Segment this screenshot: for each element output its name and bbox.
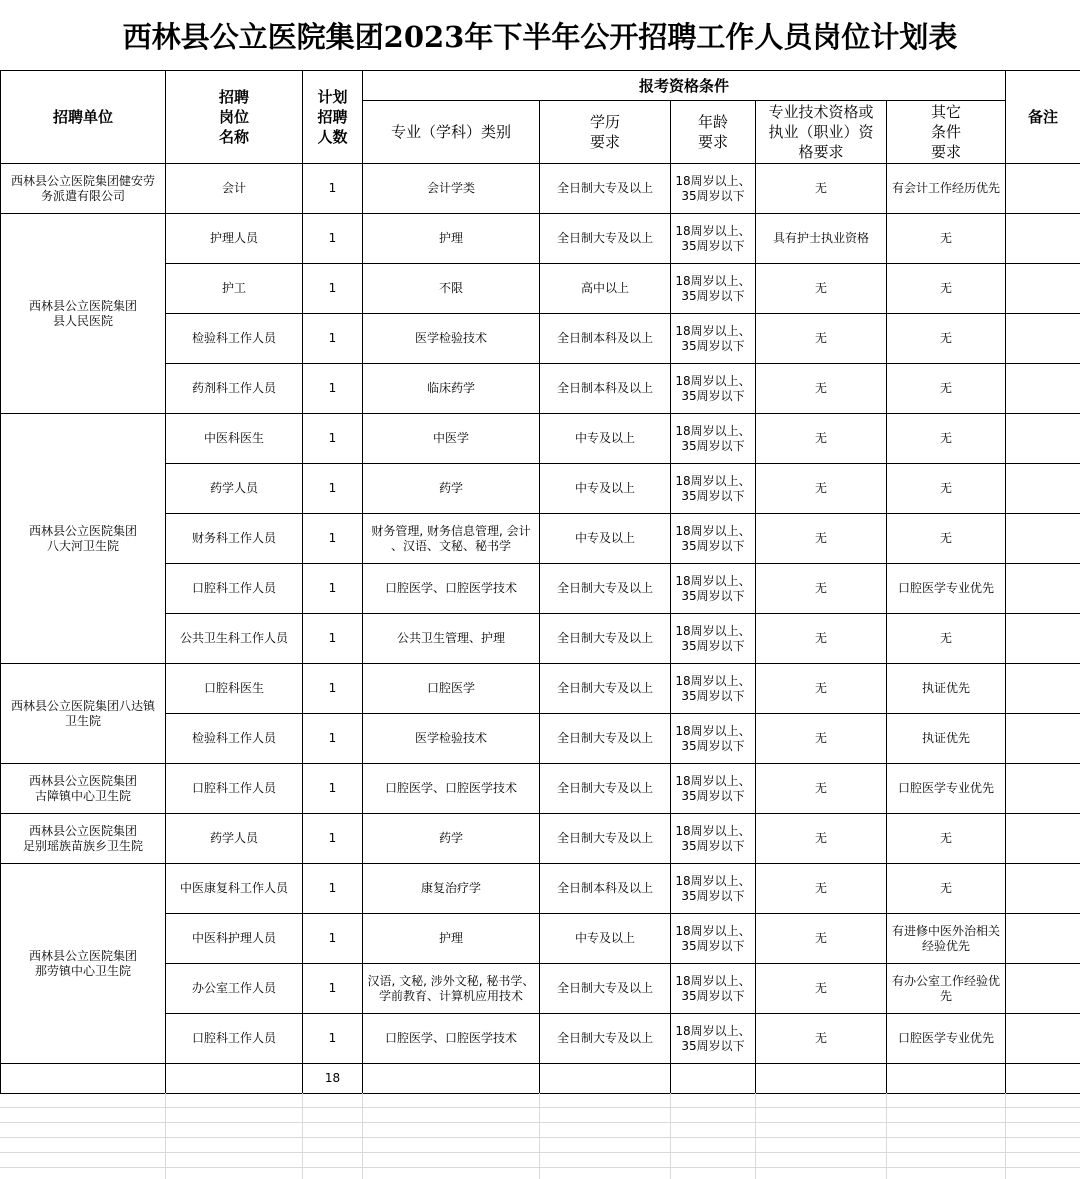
planned-count-cell: 1 xyxy=(303,264,363,314)
planned-count-cell: 1 xyxy=(303,614,363,664)
qualification-cell: 具有护士执业资格 xyxy=(756,214,887,264)
qualification-cell: 无 xyxy=(756,464,887,514)
planned-count-cell: 1 xyxy=(303,464,363,514)
remark-cell xyxy=(1006,414,1080,464)
qualification-cell: 无 xyxy=(756,514,887,564)
education-cell: 中专及以上 xyxy=(540,464,671,514)
remark-cell xyxy=(1006,914,1080,964)
other-conditions-cell: 有办公室工作经验优 先 xyxy=(887,964,1006,1014)
age-cell: 18周岁以上、 35周岁以下 xyxy=(671,964,756,1014)
major-cell: 口腔医学 xyxy=(363,664,540,714)
other-conditions-cell: 无 xyxy=(887,814,1006,864)
header-other: 其它 条件 要求 xyxy=(887,101,1006,164)
age-cell: 18周岁以上、 35周岁以下 xyxy=(671,814,756,864)
empty-cell xyxy=(756,1064,887,1094)
education-cell: 全日制大专及以上 xyxy=(540,664,671,714)
post-name-cell: 检验科工作人员 xyxy=(166,314,303,364)
major-cell: 汉语, 文秘, 涉外文秘, 秘书学、 学前教育、计算机应用技术 xyxy=(363,964,540,1014)
table-row xyxy=(1,164,1080,214)
unit-cell: 西林县公立医院集团健安劳 务派遣有限公司 xyxy=(1,164,166,214)
post-name-cell: 护理人员 xyxy=(166,214,303,264)
remark-cell xyxy=(1006,314,1080,364)
qualification-cell: 无 xyxy=(756,964,887,1014)
education-cell: 高中以上 xyxy=(540,264,671,314)
other-conditions-cell: 执证优先 xyxy=(887,664,1006,714)
qualification-cell: 无 xyxy=(756,414,887,464)
table-row xyxy=(1,764,1080,814)
education-cell: 全日制大专及以上 xyxy=(540,814,671,864)
age-cell: 18周岁以上、 35周岁以下 xyxy=(671,314,756,364)
spreadsheet-grid-columns xyxy=(0,1093,1080,1179)
major-cell: 医学检验技术 xyxy=(363,714,540,764)
header-count: 计划 招聘 人数 xyxy=(303,71,363,164)
header-major: 专业（学科）类别 xyxy=(363,101,540,164)
post-name-cell: 药学人员 xyxy=(166,814,303,864)
qualification-cell: 无 xyxy=(756,614,887,664)
unit-cell: 西林县公立医院集团八达镇 卫生院 xyxy=(1,664,166,764)
empty-cell xyxy=(540,1064,671,1094)
header-unit: 招聘单位 xyxy=(1,71,166,164)
qualification-cell: 无 xyxy=(756,564,887,614)
planned-count-cell: 1 xyxy=(303,314,363,364)
major-cell: 护理 xyxy=(363,214,540,264)
other-conditions-cell: 有进修中医外治相关 经验优先 xyxy=(887,914,1006,964)
recruitment-plan-table xyxy=(0,70,1080,1094)
education-cell: 全日制本科及以上 xyxy=(540,314,671,364)
major-cell: 临床药学 xyxy=(363,364,540,414)
age-cell: 18周岁以上、 35周岁以下 xyxy=(671,864,756,914)
education-cell: 全日制大专及以上 xyxy=(540,614,671,664)
empty-cell xyxy=(887,1064,1006,1094)
major-cell: 会计学类 xyxy=(363,164,540,214)
table-row xyxy=(1,414,1080,464)
qualification-cell: 无 xyxy=(756,664,887,714)
age-cell: 18周岁以上、 35周岁以下 xyxy=(671,914,756,964)
header-conditions: 报考资格条件 xyxy=(363,71,1006,101)
other-conditions-cell: 执证优先 xyxy=(887,714,1006,764)
other-conditions-cell: 口腔医学专业优先 xyxy=(887,1014,1006,1064)
other-conditions-cell: 无 xyxy=(887,264,1006,314)
major-cell: 财务管理, 财务信息管理, 会计 、汉语、文秘、秘书学 xyxy=(363,514,540,564)
post-name-cell: 药剂科工作人员 xyxy=(166,364,303,414)
post-name-cell: 财务科工作人员 xyxy=(166,514,303,564)
age-cell: 18周岁以上、 35周岁以下 xyxy=(671,714,756,764)
major-cell: 医学检验技术 xyxy=(363,314,540,364)
age-cell: 18周岁以上、 35周岁以下 xyxy=(671,664,756,714)
planned-count-cell: 1 xyxy=(303,164,363,214)
education-cell: 全日制大专及以上 xyxy=(540,164,671,214)
empty-cell xyxy=(166,1064,303,1094)
education-cell: 中专及以上 xyxy=(540,914,671,964)
total-row xyxy=(1,1064,1080,1094)
post-name-cell: 中医康复科工作人员 xyxy=(166,864,303,914)
remark-cell xyxy=(1006,714,1080,764)
remark-cell xyxy=(1006,814,1080,864)
major-cell: 康复治疗学 xyxy=(363,864,540,914)
other-conditions-cell: 口腔医学专业优先 xyxy=(887,764,1006,814)
header-remark: 备注 xyxy=(1006,71,1080,164)
other-conditions-cell: 无 xyxy=(887,314,1006,364)
major-cell: 药学 xyxy=(363,464,540,514)
remark-cell xyxy=(1006,564,1080,614)
planned-count-cell: 1 xyxy=(303,714,363,764)
empty-cell xyxy=(1,1064,166,1094)
empty-cell xyxy=(671,1064,756,1094)
remark-cell xyxy=(1006,464,1080,514)
major-cell: 公共卫生管理、护理 xyxy=(363,614,540,664)
empty-cell xyxy=(1006,1064,1080,1094)
major-cell: 口腔医学、口腔医学技术 xyxy=(363,564,540,614)
empty-cell xyxy=(363,1064,540,1094)
header-post: 招聘 岗位 名称 xyxy=(166,71,303,164)
unit-cell: 西林县公立医院集团 足别瑶族苗族乡卫生院 xyxy=(1,814,166,864)
education-cell: 全日制本科及以上 xyxy=(540,864,671,914)
planned-count-cell: 1 xyxy=(303,414,363,464)
age-cell: 18周岁以上、 35周岁以下 xyxy=(671,214,756,264)
post-name-cell: 口腔科工作人员 xyxy=(166,1014,303,1064)
unit-cell: 西林县公立医院集团 县人民医院 xyxy=(1,214,166,414)
age-cell: 18周岁以上、 35周岁以下 xyxy=(671,514,756,564)
age-cell: 18周岁以上、 35周岁以下 xyxy=(671,264,756,314)
other-conditions-cell: 无 xyxy=(887,214,1006,264)
other-conditions-cell: 无 xyxy=(887,414,1006,464)
age-cell: 18周岁以上、 35周岁以下 xyxy=(671,464,756,514)
remark-cell xyxy=(1006,514,1080,564)
remark-cell xyxy=(1006,1014,1080,1064)
qualification-cell: 无 xyxy=(756,164,887,214)
other-conditions-cell: 无 xyxy=(887,614,1006,664)
planned-count-cell: 1 xyxy=(303,364,363,414)
qualification-cell: 无 xyxy=(756,814,887,864)
planned-count-cell: 1 xyxy=(303,914,363,964)
planned-count-cell: 1 xyxy=(303,564,363,614)
remark-cell xyxy=(1006,864,1080,914)
unit-cell: 西林县公立医院集团 八大河卫生院 xyxy=(1,414,166,664)
education-cell: 全日制大专及以上 xyxy=(540,714,671,764)
header-age: 年龄 要求 xyxy=(671,101,756,164)
unit-cell: 西林县公立医院集团 古障镇中心卫生院 xyxy=(1,764,166,814)
education-cell: 全日制大专及以上 xyxy=(540,214,671,264)
education-cell: 全日制大专及以上 xyxy=(540,764,671,814)
remark-cell xyxy=(1006,364,1080,414)
post-name-cell: 口腔科工作人员 xyxy=(166,564,303,614)
other-conditions-cell: 口腔医学专业优先 xyxy=(887,564,1006,614)
header-education: 学历 要求 xyxy=(540,101,671,164)
qualification-cell: 无 xyxy=(756,914,887,964)
remark-cell xyxy=(1006,964,1080,1014)
other-conditions-cell: 无 xyxy=(887,514,1006,564)
other-conditions-cell: 无 xyxy=(887,364,1006,414)
post-name-cell: 中医科护理人员 xyxy=(166,914,303,964)
other-conditions-cell: 有会计工作经历优先 xyxy=(887,164,1006,214)
planned-count-cell: 1 xyxy=(303,514,363,564)
remark-cell xyxy=(1006,764,1080,814)
remark-cell xyxy=(1006,164,1080,214)
table-row xyxy=(1,864,1080,914)
table-row xyxy=(1,814,1080,864)
total-count-cell: 18 xyxy=(303,1064,363,1094)
post-name-cell: 中医科医生 xyxy=(166,414,303,464)
remark-cell xyxy=(1006,214,1080,264)
post-name-cell: 公共卫生科工作人员 xyxy=(166,614,303,664)
qualification-cell: 无 xyxy=(756,1014,887,1064)
unit-cell: 西林县公立医院集团 那劳镇中心卫生院 xyxy=(1,864,166,1064)
table-row xyxy=(1,214,1080,264)
age-cell: 18周岁以上、 35周岁以下 xyxy=(671,614,756,664)
education-cell: 全日制大专及以上 xyxy=(540,964,671,1014)
major-cell: 不限 xyxy=(363,264,540,314)
planned-count-cell: 1 xyxy=(303,1014,363,1064)
qualification-cell: 无 xyxy=(756,864,887,914)
remark-cell xyxy=(1006,664,1080,714)
education-cell: 中专及以上 xyxy=(540,414,671,464)
post-name-cell: 办公室工作人员 xyxy=(166,964,303,1014)
planned-count-cell: 1 xyxy=(303,814,363,864)
education-cell: 全日制本科及以上 xyxy=(540,364,671,414)
planned-count-cell: 1 xyxy=(303,764,363,814)
planned-count-cell: 1 xyxy=(303,964,363,1014)
major-cell: 口腔医学、口腔医学技术 xyxy=(363,1014,540,1064)
planned-count-cell: 1 xyxy=(303,864,363,914)
post-name-cell: 药学人员 xyxy=(166,464,303,514)
header-qualification: 专业技术资格或 执业（职业）资 格要求 xyxy=(756,101,887,164)
planned-count-cell: 1 xyxy=(303,664,363,714)
qualification-cell: 无 xyxy=(756,714,887,764)
major-cell: 护理 xyxy=(363,914,540,964)
remark-cell xyxy=(1006,614,1080,664)
qualification-cell: 无 xyxy=(756,364,887,414)
post-name-cell: 会计 xyxy=(166,164,303,214)
table-row xyxy=(1,664,1080,714)
age-cell: 18周岁以上、 35周岁以下 xyxy=(671,164,756,214)
age-cell: 18周岁以上、 35周岁以下 xyxy=(671,364,756,414)
major-cell: 口腔医学、口腔医学技术 xyxy=(363,764,540,814)
post-name-cell: 检验科工作人员 xyxy=(166,714,303,764)
age-cell: 18周岁以上、 35周岁以下 xyxy=(671,1014,756,1064)
major-cell: 中医学 xyxy=(363,414,540,464)
age-cell: 18周岁以上、 35周岁以下 xyxy=(671,564,756,614)
other-conditions-cell: 无 xyxy=(887,864,1006,914)
education-cell: 中专及以上 xyxy=(540,514,671,564)
planned-count-cell: 1 xyxy=(303,214,363,264)
qualification-cell: 无 xyxy=(756,314,887,364)
page-title: 西林县公立医院集团2023年下半年公开招聘工作人员岗位计划表 xyxy=(122,19,958,54)
education-cell: 全日制大专及以上 xyxy=(540,564,671,614)
major-cell: 药学 xyxy=(363,814,540,864)
other-conditions-cell: 无 xyxy=(887,464,1006,514)
age-cell: 18周岁以上、 35周岁以下 xyxy=(671,764,756,814)
post-name-cell: 口腔科医生 xyxy=(166,664,303,714)
post-name-cell: 口腔科工作人员 xyxy=(166,764,303,814)
post-name-cell: 护工 xyxy=(166,264,303,314)
qualification-cell: 无 xyxy=(756,764,887,814)
education-cell: 全日制大专及以上 xyxy=(540,1014,671,1064)
qualification-cell: 无 xyxy=(756,264,887,314)
age-cell: 18周岁以上、 35周岁以下 xyxy=(671,414,756,464)
remark-cell xyxy=(1006,264,1080,314)
